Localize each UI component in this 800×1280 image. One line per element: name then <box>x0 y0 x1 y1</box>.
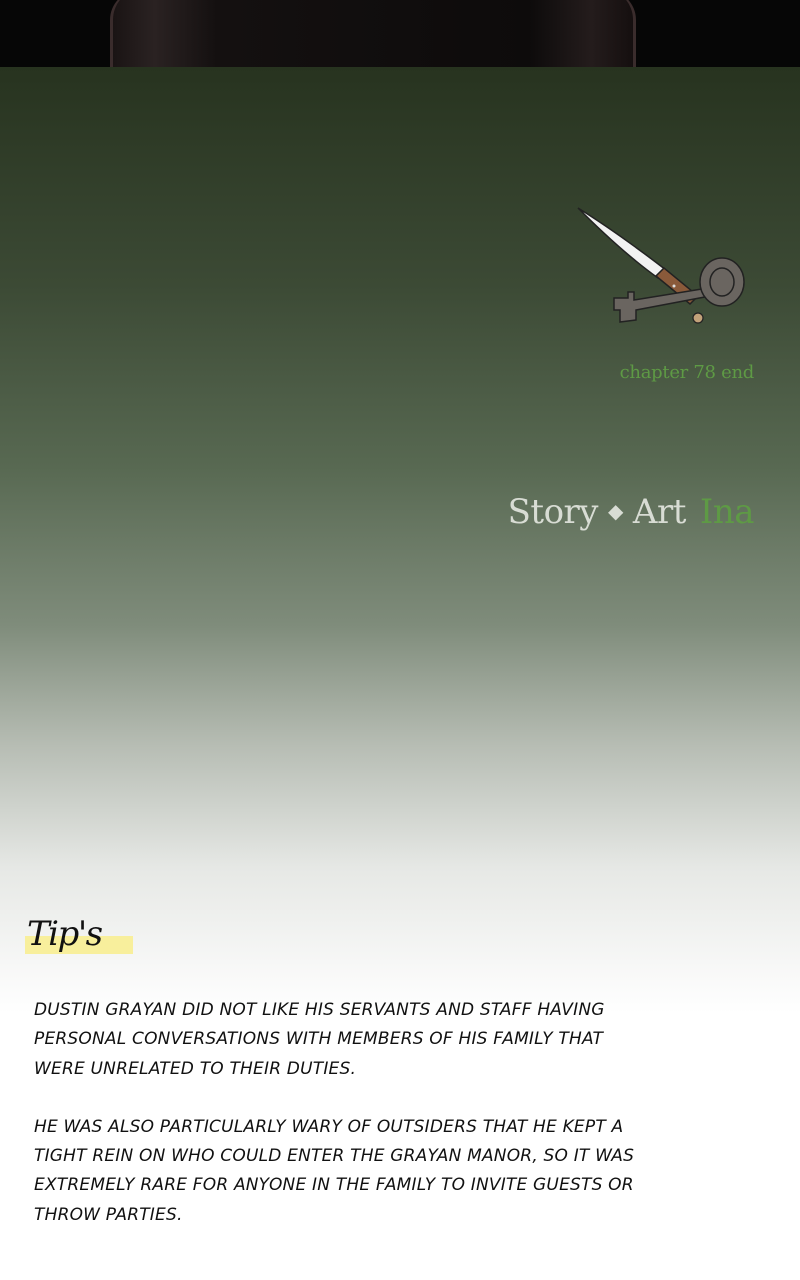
credits-separator: ◆ <box>608 499 623 523</box>
credits-line <box>508 492 754 532</box>
credits-art-label: Art <box>632 492 686 532</box>
previous-panel-strip <box>0 0 800 67</box>
knife-icon <box>578 208 698 304</box>
credits-story-label: Story <box>507 492 599 532</box>
chair-silhouette <box>110 0 636 67</box>
credits-author: Ina <box>699 492 754 532</box>
tips-body <box>34 996 654 1259</box>
knife-and-key-emblem <box>570 200 755 335</box>
chapter-end-label: chapter 78 end <box>619 362 754 383</box>
tips-paragraph-1: DUSTIN GRAYAN DID NOT LIKE HIS SERVANTS AND STAFF HAVING PERSONAL CONVERSATIONS WITH MEMBERS OF HIS FAMILY THAT WERE UNRELATED TO THEIR DUTIES. <box>34 1000 605 1079</box>
tips-title: Tip's <box>27 914 102 954</box>
tips-paragraph-2: HE WAS ALSO PARTICULARLY WARY OF OUTSIDERS THAT HE KEPT A TIGHT REIN ON WHO COULD ENTER THE GRAYAN MANOR, SO IT WAS EXTREMELY RARE FOR ANYONE IN THE FAMILY TO INVITE GUESTS OR THROW PARTIES. <box>34 1116 635 1225</box>
